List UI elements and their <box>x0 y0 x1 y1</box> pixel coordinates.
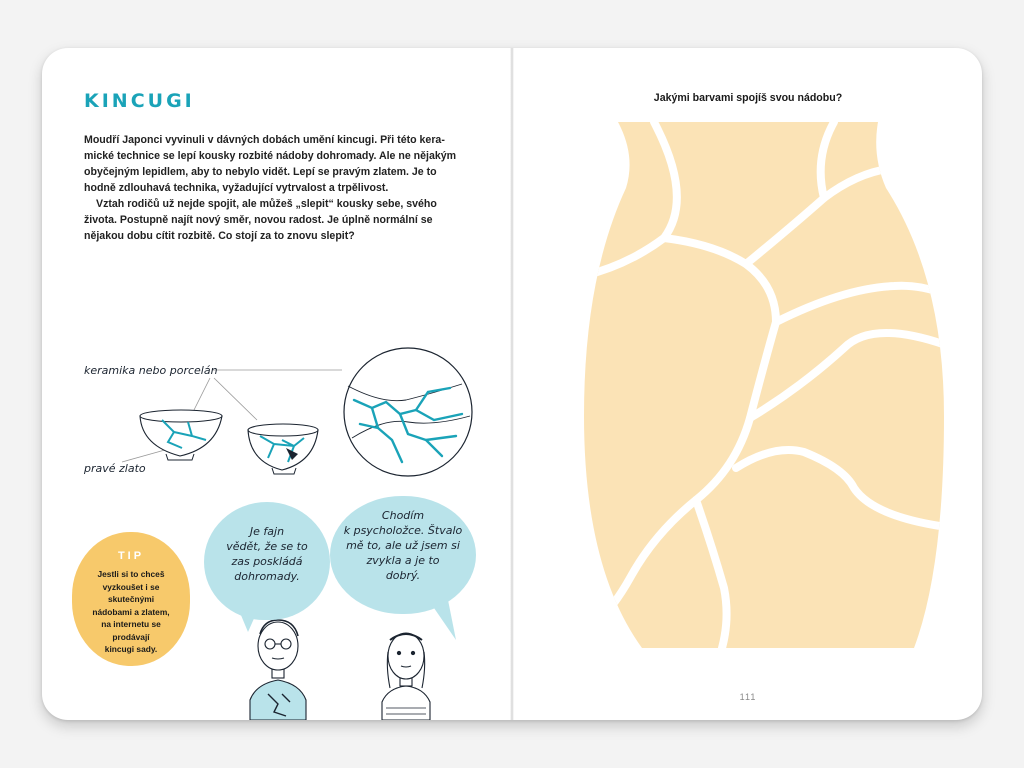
intro-line: Vztah rodičů už nejde spojit, ale můžeš „slepit“ kousky sebe, svého <box>96 198 437 210</box>
right-page <box>514 48 982 720</box>
page-number: 111 <box>739 692 757 702</box>
intro-line: Moudří Japonci vyvinuli v dávných dobách umění kincugi. Při této kera- <box>84 134 445 146</box>
speech-bubble-text: Je fajn vědět, že se to zas poskládá dohromady. <box>226 525 308 583</box>
label-gold: pravé zlato <box>84 462 146 475</box>
vase-coloring-area[interactable] <box>514 48 982 720</box>
girl-figure <box>382 633 430 720</box>
intro-line: nějakou dobu cítit rozbitě. Co stojí za to znovu slepit? <box>84 230 355 242</box>
tip-heading: TIP <box>117 550 145 562</box>
intro-line: hodně zdlouhavá technika, vyžadující vytrvalost a trpělivost. <box>84 182 389 194</box>
tip-text: Jestli si to chceš vyzkoušet i se skutečnými nádobami a zlatem, na internetu se prodávají kincugi sady. <box>92 569 170 654</box>
intro-line: obyčejným lepidlem, aby to nebylo vidět. Lepí se pravým zlatem. Je to <box>84 166 437 178</box>
boy-figure <box>250 620 306 720</box>
intro-line: života. Postupně najít nový směr, novou radost. Je úplně normální se <box>84 214 433 226</box>
page-title: KINCUGI <box>84 90 195 112</box>
book-spread <box>42 48 982 720</box>
zoom-circle <box>344 348 472 476</box>
bowl-right <box>248 424 318 474</box>
left-page <box>42 48 510 720</box>
coloring-prompt: Jakými barvami spojíš svou nádobu? <box>653 92 843 104</box>
speech-bubble-text: Chodím k psycholožce. Štvalo mě to, ale už jsem si zvykla a je to dobrý. <box>343 509 463 582</box>
bowl-left <box>140 410 222 460</box>
intro-line: mické technice se lepí kousky rozbité nádoby dohromady. Ale ne nějakým <box>84 150 457 162</box>
speech-bubble-boy <box>204 502 330 620</box>
label-ceramic: keramika nebo porcelán <box>84 364 218 377</box>
tip-box <box>72 532 190 666</box>
speech-bubble-girl <box>330 496 476 614</box>
